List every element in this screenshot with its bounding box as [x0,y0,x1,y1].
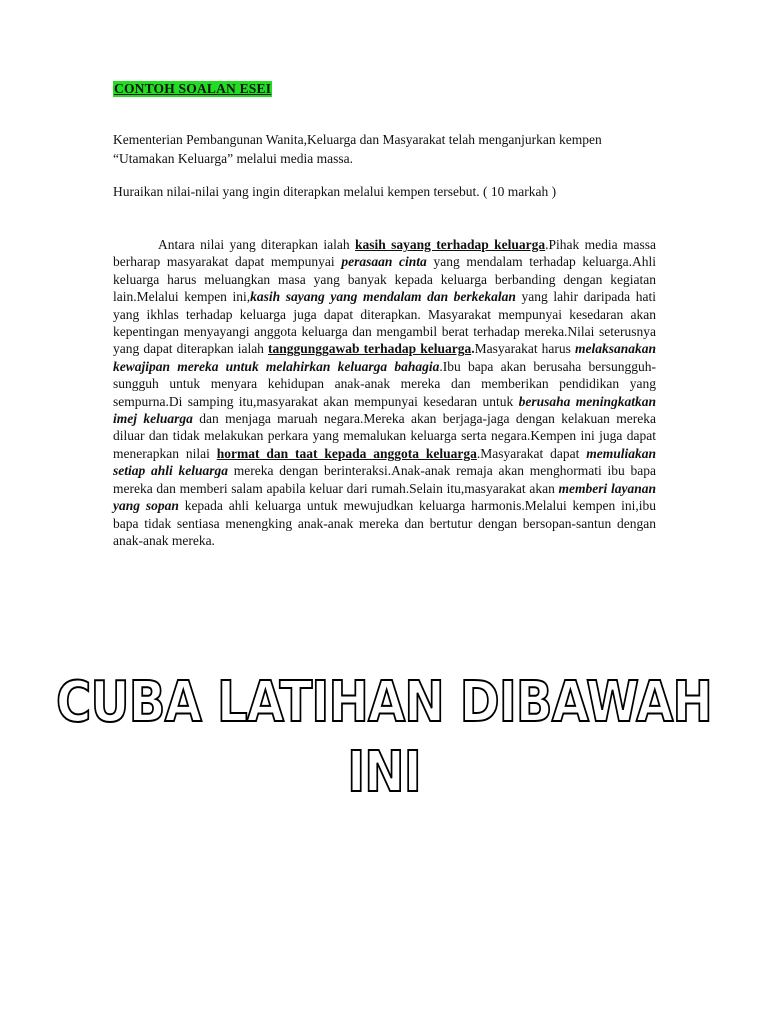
highlighted-value: hormat dan taat kepada anggota keluarga [216,445,477,461]
highlighted-value: kasih sayang terhadap keluarga [355,237,546,252]
emphasized-phrase: memberi layanan yang sopan [113,480,656,514]
essay-text: yang lahir daripada hati yang ikhlas terhadap keluarga juga dapat diterapkan. Masyarakat mempunyai kesedaran akan kepentingan menyayangi anggota keluarga dan mengambil berat terhadap mereka.Nilai seterusnya yang dapat diterapkan ialah [113,289,656,357]
banner-container [0,668,768,808]
essay-text: dan menjaga maruah negara.Mereka akan berjaga-jaga dengan kelakuan mereka diluar dan tidak melakukan perkara yang memalukan keluarga serta negara.Kempen ini juga dapat menerapkan nilai [113,411,657,461]
essay-paragraph [113,236,656,549]
intro-paragraph: Kementerian Pembangunan Wanita,Keluarga dan Masyarakat telah menganjurkan kempen “Utamakan Keluarga” melalui media massa. [113,132,602,166]
essay-text: .Ibu bapa akan berusaha bersungguh-sungguh untuk menyara kehidupan anak-anak mereka dan memberikan pendidikan yang sempurna.Di samping itu,masyarakat akan mempunyai kesedaran untuk [113,358,656,409]
heading-container [113,80,272,98]
essay-text: .Pihak media massa berharap masyarakat dapat mempunyai [113,237,656,270]
question-paragraph: Huraikan nilai-nilai yang ingin diterapkan melalui kempen tersebut. ( 10 markah ) [113,184,557,199]
highlighted-value: tanggunggawab terhadap keluarga [268,341,472,357]
banner-wordart: CUBA LATIHAN DIBAWAH INI [56,670,712,805]
emphasized-phrase: kasih sayang yang mendalam dan berkekalan [250,289,516,305]
essay-text: yang mendalam terhadap keluarga.Ahli keluarga harus meluangkan masa yang banyak kepada keluarga berbanding dengan kegiatan lain.Melalui kempen ini, [113,254,657,305]
essay-text: kepada ahli keluarga untuk mewujudkan keluarga harmonis.Melalui kempen ini,ibu bapa tidak sentiasa menengking anak-anak mereka dan bertutur dengan bersopan-santun dengan anak-anak mereka. [113,498,656,548]
emphasized-phrase: melaksanakan kewajipan mereka untuk melahirkan keluarga bahagia [113,341,656,374]
emphasized-phrase: memuliakan setiap ahli keluarga [113,445,656,479]
essay-text: . [471,341,475,357]
document-heading: CONTOH SOALAN ESEI [114,81,272,96]
essay-text: Antara nilai yang diterapkan ialah [158,237,356,252]
essay-text: Masyarakat harus [474,341,575,357]
essay-text: .Masyarakat dapat [476,445,587,461]
emphasized-phrase: berusaha meningkatkan imej keluarga [113,393,656,427]
emphasized-phrase: perasaan cinta [341,254,427,270]
essay-text: mereka dengan berinteraksi.Anak-anak remaja akan menghormati ibu bapa mereka dan memberi salam apabila keluar dari rumah.Selain itu,masyarakat akan [113,463,657,496]
